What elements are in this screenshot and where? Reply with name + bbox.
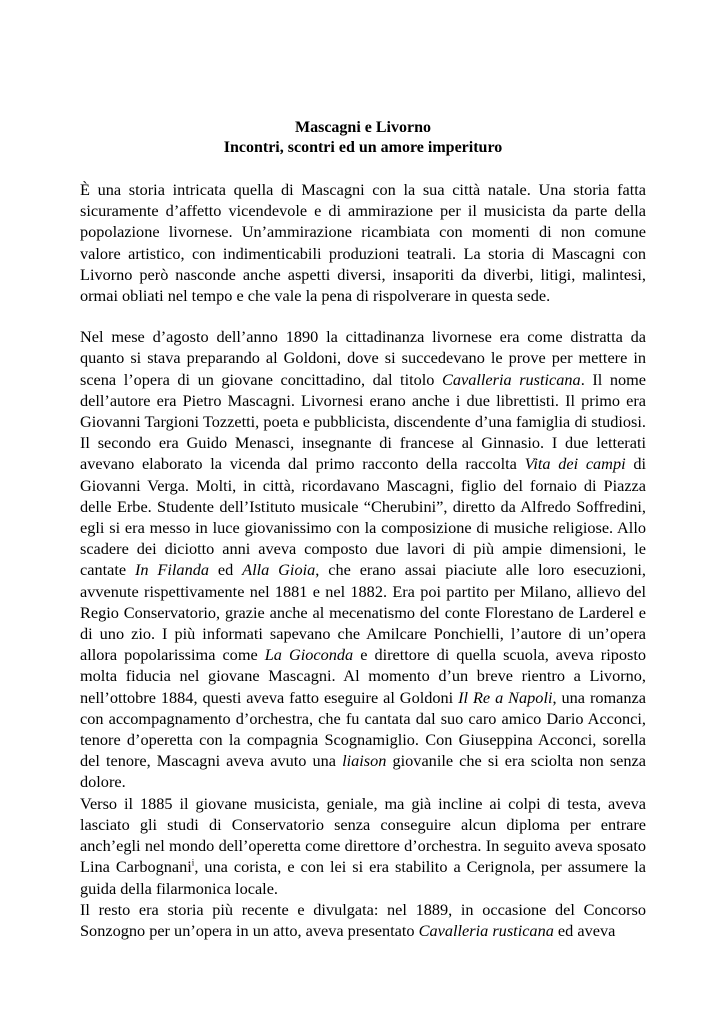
document-title: Mascagni e Livorno — [295, 119, 431, 136]
paragraph-4 — [80, 899, 646, 941]
text-run: Il resto era storia più recente e divulgata: nel 1889, in occasione del Concorso Sonzogno per un’opera in un atto, aveva presentato — [80, 899, 646, 940]
text-run: di Giovanni Verga. Molti, in città, ricordavano Mascagni, figlio del fornaio di Piazza delle Erbe. Studente dell’Istituto musicale “Cherubini”, diretto da Alfredo Soffredini, egli si era messo in luce giovanissimo con la composizione di musiche religiose. Allo scadere dei diciotto anni aveva composto due lavori di più ampie dimensioni, le cantate — [80, 454, 646, 580]
paragraph-3 — [80, 793, 646, 899]
italic-term: liaison — [342, 751, 387, 771]
text-run: giovanile che si era sciolta non senza dolore. — [80, 751, 646, 792]
italic-title: Il Re a Napoli — [458, 687, 553, 707]
text-run: , che erano assai piaciute alle loro esecuzioni, avvenute rispettivamente nel 1881 e nel 1882. Era poi partito per Milano, allievo del Regio Conservatorio, grazie anche al mecenatismo del conte Florestano de Larderel e di uno zio. I più informati sapevano che Amilcare Ponchielli, l’autore di un’opera allora popolarissima come — [80, 560, 646, 665]
text-run: Nel mese d’agosto dell’anno 1890 la cittadinanza livornese era come distratta da quanto si stava preparando al Goldoni, dove si succedevano le prove per mettere in scena l’opera di un giovane concittadino, dal titolo — [80, 327, 646, 389]
italic-title: Cavalleria rusticana — [442, 369, 581, 389]
text-run: , una romanza con accompagnamento d’orchestra, che fu cantata dal suo caro amico Dario Acconci, tenore d’operetta con la compagnia Scognamiglio. Con Giuseppina Acconci, sorella del tenore, Mascagni aveva avuto una — [80, 687, 646, 771]
endnote-marker[interactable]: i — [191, 857, 195, 868]
text-run: , una corista, e con lei si era stabilito a Cerignola, per assumere la guida della filarmonica locale. — [80, 857, 647, 898]
text-run: . Il nome dell’autore era Pietro Mascagni. Livornesi erano anche i due librettisti. Il primo era Giovanni Targioni Tozzetti, poeta e pubblicista, discendente d’una famiglia di studiosi. Il secondo era Guido Menasci, insegnante di francese al Ginnasio. I due letterati avevano elaborato la vicenda dal primo racconto della raccolta — [80, 369, 646, 474]
document-subtitle: Incontri, scontri ed un amore imperituro — [223, 139, 503, 156]
italic-title: Alla Gioia — [242, 560, 316, 580]
paragraph-2 — [80, 326, 646, 792]
italic-title: Cavalleria rusticana — [418, 920, 554, 940]
italic-title: In Filanda — [134, 560, 209, 580]
text-run: ed aveva — [553, 920, 616, 940]
text-run: Verso il 1885 il giovane musicista, geniale, ma già incline ai colpi di testa, aveva lasciato gli studi di Conservatorio senza conseguire alcun diploma per entrare anch’egli nel mondo dell’operetta come direttore d’orchestra. In seguito aveva sposato Lina Carbognani — [80, 793, 646, 877]
text-run: ed — [209, 560, 243, 580]
text-run: e direttore di quella scuola, aveva riposto molta fiducia nel giovane Mascagni. Al momento d’un breve rientro a Livorno, nell’ottobre 1884, questi aveva fatto eseguire al Goldoni — [80, 645, 646, 707]
italic-title: Vita dei campi — [524, 454, 626, 474]
italic-title: La Gioconda — [264, 645, 354, 665]
paragraph-1: È una storia intricata quella di Mascagni con la sua città natale. Una storia fatta sicuramente d’affetto vicendevole e di ammirazione per il musicista da parte della popolazione livornese. Un’ammirazione ricambiata con momenti di non comune valore artistico, con indimenticabili produzioni teatrali. La storia di Mascagni con Livorno però nasconde anche aspetti diversi, insaporiti da diverbi, litigi, malintesi, ormai obliati nel tempo e che vale la pena di rispolverare in questa sede. — [80, 180, 646, 306]
document-page — [80, 118, 646, 941]
